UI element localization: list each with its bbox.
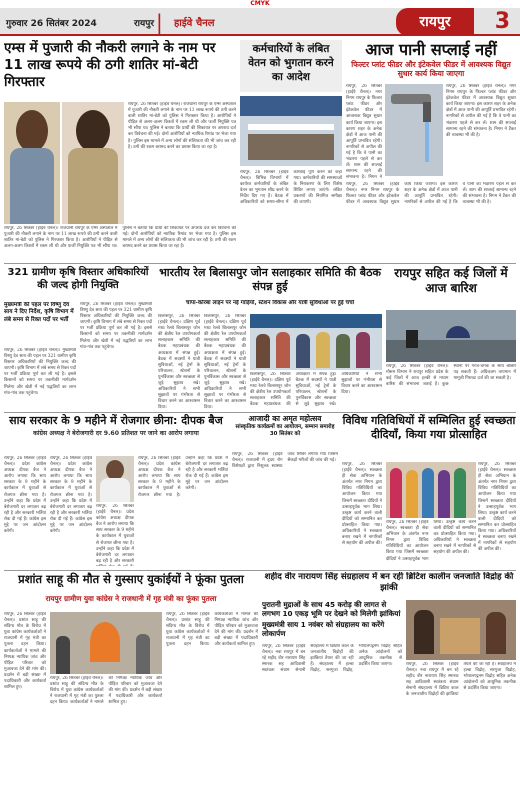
article-swachhata [342, 414, 516, 460]
article-baij-text-1: रायपुर, 26 सितंबर (हाईवे चैनल)। प्रदेश कांग्रेस अध्यक्ष दीपक बैज ने आरोप लगाया कि साय सरकार के 9 महीने के कार्यकाल में युवाओं से रोजगार छीना गया है। उन्होंने कहा कि प्रदेश में बेरोजगारी दर लगातार बढ़ रही है और सरकारी भर्तियां रोक दी गई हैं। कांग्रेस इस मुद्दे पर जन आंदोलन करेगी। [4, 456, 46, 535]
bullet-item: पुरातनी मुद्राओं के साथ 45 करोड़ की लागत से लगभग 10 एकड़ भूमि पर देखने को मिलेगी झांकियां [262, 600, 401, 618]
article-railway [158, 266, 382, 300]
article-baij-text-2: रायपुर, 26 सितंबर (हाईवे चैनल)। प्रदेश कांग्रेस अध्यक्ष दीपक बैज ने आरोप लगाया कि साय सरकार के 9 महीने के कार्यकाल में युवाओं से रोजगार छीना गया है। उन्होंने कहा कि प्रदेश में बेरोजगारी दर लगातार बढ़ रही है और सरकारी भर्तियां रोक दी गई हैं। कांग्रेस इस मुद्दे पर जन आंदोलन करेगी। [50, 456, 92, 535]
headline: रायपुर सहित कई जिलों में आज बारिश [394, 266, 508, 295]
subheadline: फिल्टर प्लांट फीडर और इंटेकवेल फीडर में आवश्यक विद्युत सुधार कार्य किया जाएगा [351, 60, 511, 79]
headline: साय सरकार के 9 महीने में रोजगार छीना: दीपक बैज [9, 414, 223, 427]
header-divider: | [156, 10, 163, 34]
photo-swachhata [386, 462, 476, 518]
header-city-tab: रायपुर [396, 8, 474, 36]
photo-museum-tableau [406, 600, 516, 660]
subheadline: रायपुर ग्रामीण युवा कांग्रेस ने राजधानी में गृह मंत्री का फूंका पुतला [45, 594, 217, 603]
headline: एम्स में पुजारी की नौकरी लगाने के नाम पर 11 लाख रूपये की ठगी शातिर मां-बेटी गिरफ्तार [4, 40, 216, 90]
headline: आजादी का अमृत महोत्सव [248, 414, 322, 423]
article-sahu-text-3: रायपुर, 26 सितंबर (हाईवे चैनल)। प्रशांत साहू की संदिग्ध मौत के विरोध में युवा कांग्रेस कार्यकर्ताओं ने राजधानी में गृह मंत्री का पुतला दहन किया। कार्यकर्ताओं ने मामले की निष्पक्ष न्यायिक जांच और पीड़ित परिवार को मुआवजा देने की मांग की। प्रदर्शन में बड़ी संख्या में पदाधिकारी और कार्यकर्ता शामिल हुए। [166, 612, 258, 648]
photo-deepak-baij [96, 456, 134, 502]
article-rain-text: रायपुर, 26 सितंबर (हाईवे चैनल)। मौसम विभाग ने रायपुर सहित प्रदेश के कई जिलों में आज हल्की से मध्यम बारिश की संभावना जताई है। कुछ स्थानों पर गरज-चमक के साथ बौछारें पड़ सकती हैं। अधिकतम तापमान में मामूली गिरावट दर्ज की जा सकती है। [386, 364, 516, 388]
article-railway-text-2: बिलासपुर, 26 सितंबर (हाईवे चैनल)। दक्षिण पूर्व मध्य रेलवे बिलासपुर जोन की क्षेत्रीय रेल उपयोगकर्ता सलाहकार समिति की बैठक महाप्रबंधक की अध्यक्षता में संपन्न हुई। बैठक में सदस्यों ने यात्री सुविधाओं, नई ट्रेनों के परिचालन, स्टेशनों के पुनर्विकास और स्वच्छता से जुड़े सुझाव रखे। अधिकारियों ने सभी सुझावों पर गंभीरता से विचार करने का आश्वासन दिया। [204, 314, 246, 410]
article-salary-text: रायपुर, 26 सितंबर (हाईवे चैनल)। विभिन्न विभागों में कार्यरत कर्मचारियों के लंबित वेतन का भुगतान शीघ्र करने के निर्देश दिए गए हैं। बैठक में अधिकारियों को समय-सीमा में कार्रवाई पूर्ण करने को कहा गया। कर्मचारियों की समस्याओं के निराकरण के लिए विशेष शिविर लगाए जाएंगे। लंबित प्रकरणों की नियमित समीक्षा की जाएगी। [240, 170, 342, 206]
photo-water-tap [385, 84, 443, 176]
article-swachhata-text-3: रायपुर, 26 सितंबर (हाईवे चैनल)। स्वच्छता ही सेवा अभियान के अंतर्गत नगर निगम द्वारा विविध गतिविधियों का आयोजन किया गया जिसमें स्वच्छता दीदियों ने उत्साहपूर्वक भाग लिया। उत्कृष्ट कार्य करने वाली दीदियों को सम्मानित कर प्रोत्साहित किया गया। अधिकारियों ने स्वच्छता बनाए रखने में नागरिकों से सहयोग की अपील की। [386, 520, 476, 562]
headline: 321 ग्रामीण कृषि विस्तार अधिकारियों की जल्द होगी नियुक्ति [7, 267, 149, 291]
article-railway-text-3: बिलासपुर, 26 सितंबर (हाईवे चैनल)। दक्षिण पूर्व मध्य रेलवे बिलासपुर जोन की क्षेत्रीय रेल उपयोगकर्ता सलाहकार समिति की बैठक महाप्रबंधक की अध्यक्षता में संपन्न हुई। बैठक में सदस्यों ने यात्री सुविधाओं, नई ट्रेनों के परिचालन, स्टेशनों के पुनर्विकास और स्वच्छता से जुड़े सुझाव रखे। अधिकारियों ने सभी सुझावों पर गंभीरता से विचार करने का आश्वासन दिया। [250, 372, 382, 408]
article-agri-sub [4, 302, 76, 346]
photo-accused-1 [4, 102, 60, 224]
cmyk-marker: CMYK [250, 0, 270, 7]
article-water-text: रायपुर, 26 सितंबर (हाईवे चैनल)। नगर निगम रायपुर के फिल्टर प्लांट फीडर और इंटेकवेल फीडर में आवश्यक विद्युत सुधार कार्य किया जाएगा। इस कारण शहर के अनेक क्षेत्रों में आज पानी की आपूर्ति प्रभावित रहेगी। नागरिकों से अपील की गई है कि वे पानी का भंडारण पहले से कर लें। शाम की सप्लाई सामान्य रहने की संभावना है। निगम ने [346, 84, 382, 180]
article-water-text-2: रायपुर, 26 सितंबर (हाईवे चैनल)। नगर निगम रायपुर के फिल्टर प्लांट फीडर और इंटेकवेल फीडर में आवश्यक विद्युत सुधार कार्य किया जाएगा। इस कारण शहर के अनेक क्षेत्रों में आज पानी की आपूर्ति प्रभावित रहेगी। नागरिकों से अपील की गई है कि वे पानी का भंडारण पहले से कर लें। शाम की सप्लाई सामान्य रहने की संभावना है। निगम ने टैंकर की व्यवस्था भी की है। [446, 84, 516, 138]
article-swachhata-text-1: रायपुर, 26 सितंबर (हाईवे चैनल)। स्वच्छता ही सेवा अभियान के अंतर्गत नगर निगम द्वारा विविध गतिविधियों का आयोजन किया गया जिसमें स्वच्छता दीदियों ने उत्साहपूर्वक भाग लिया। उत्कृष्ट कार्य करने वाली दीदियों को सम्मानित कर प्रोत्साहित किया गया। अधिकारियों ने स्वच्छता बनाए रखने में नागरिकों से सहयोग की अपील की। [342, 462, 382, 547]
article-salary [240, 40, 342, 92]
article-baij-text-4: रायपुर, 26 सितंबर (हाईवे चैनल)। प्रदेश कांग्रेस अध्यक्ष दीपक बैज ने आरोप लगाया कि साय सरकार के 9 महीने के कार्यकाल में युवाओं से रोजगार छीना गया है। उन्होंने कहा कि प्रदेश में बेरोजगारी दर लगातार बढ़ रही है और सरकारी भर्तियां रोक दी गई हैं। कांग्रेस इस मुद्दे पर जन आंदोलन करेगी। [138, 456, 228, 498]
headline: आज पानी सप्लाई नहीं [365, 40, 497, 59]
article-agri-text-2: रायपुर, 26 सितंबर (हाईवे चैनल)। मुख्यमंत्री विष्णु देव साय की पहल पर 321 ग्रामीण कृषि विस्तार अधिकारियों की नियुक्ति जल्द की जाएगी। कृषि विभाग में लंबे समय से रिक्त पदों पर भर्ती प्रक्रिया पूर्ण कर ली गई है। इससे किसानों को समय पर तकनीकी मार्गदर्शन मिलेगा और खेती में नई पद्धतियों का लाभ गांव-गांव तक पहुंचेगा। [80, 302, 152, 350]
article-museum [262, 572, 516, 598]
subheadline: चांपा-कोरबा लाइन पर नई गाड़ियों, स्टेशन विकास और यात्री सुविधाओं पर हुई चर्चा [185, 300, 355, 306]
article-agri-officers [4, 266, 152, 306]
page-number: 3 [494, 9, 510, 34]
photo-rain-street [386, 310, 516, 362]
article-museum-text-1: रायपुर, 26 सितंबर (हाईवे चैनल)। नवा रायपुर में बन रहे शहीद वीर नारायण सिंह स्मारक सह आदिवासी स्वतंत्रता संग्राम सेनानी संग्रहालय में ब्रिटिश काल के जनजातीय विद्रोहों की झांकियां तैयार की जा रही हैं। संग्रहालय में हल्बा विद्रोह, सरगुजा विद्रोह, भोपालपट्टनम विद्रोह सहित अनेक आंदोलनों को आधुनिक तकनीक से प्रदर्शित किया जाएगा। [262, 644, 402, 674]
article-agri-text-1: रायपुर, 26 सितंबर (हाईवे चैनल)। मुख्यमंत्री विष्णु देव साय की पहल पर 321 ग्रामीण कृषि विस्तार अधिकारियों की नियुक्ति जल्द की जाएगी। कृषि विभाग में लंबे समय से रिक्त पदों पर भर्ती प्रक्रिया पूर्ण कर ली गई है। इससे किसानों को समय पर तकनीकी मार्गदर्शन मिलेगा और खेती में नई पद्धतियों का लाभ गांव-गांव तक पहुंचेगा। [4, 348, 76, 396]
article-aiims-fraud [4, 40, 236, 98]
divider [4, 412, 516, 413]
headline: शहीद वीर नारायण सिंह संग्रहालय में बन रही ब्रिटिश कालीन जनजाति विद्रोह की झांकी [264, 572, 514, 593]
article-water-text-3: रायपुर, 26 सितंबर (हाईवे चैनल)। नगर निगम रायपुर के फिल्टर प्लांट फीडर और इंटेकवेल फीडर में आवश्यक विद्युत सुधार कार्य किया जाएगा। इस कारण शहर के अनेक क्षेत्रों में आज पानी की आपूर्ति प्रभावित रहेगी। नागरिकों से अपील की गई है कि वे पानी का भंडारण पहले से कर लें। शाम की सप्लाई सामान्य रहने की संभावना है। निगम ने टैंकर की व्यवस्था भी की है। [346, 182, 516, 206]
photo-effigy-protest [50, 612, 162, 674]
divider [4, 570, 516, 571]
article-sahu-sub [4, 594, 258, 610]
article-railway-text-1: बिलासपुर, 26 सितंबर (हाईवे चैनल)। दक्षिण पूर्व मध्य रेलवे बिलासपुर जोन की क्षेत्रीय रेल उपयोगकर्ता सलाहकार समिति की बैठक महाप्रबंधक की अध्यक्षता में संपन्न हुई। बैठक में सदस्यों ने यात्री सुविधाओं, नई ट्रेनों के परिचालन, स्टेशनों के पुनर्विकास और स्वच्छता से जुड़े सुझाव रखे। अधिकारियों ने सभी सुझावों पर गंभीरता से विचार करने का आश्वासन दिया। [158, 314, 200, 410]
header-date: गुरुवार 26 सितंबर 2024 [6, 19, 97, 29]
photo-railway-meeting [250, 314, 382, 370]
article-baij [4, 414, 228, 454]
article-amrit [232, 414, 338, 450]
article-swachhata-text-2: रायपुर, 26 सितंबर (हाईवे चैनल)। स्वच्छता ही सेवा अभियान के अंतर्गत नगर निगम द्वारा विविध गतिविधियों का आयोजन किया गया जिसमें स्वच्छता दीदियों ने उत्साहपूर्वक भाग लिया। उत्कृष्ट कार्य करने वाली दीदियों को सम्मानित कर प्रोत्साहित किया गया। अधिकारियों ने स्वच्छता बनाए रखने में नागरिकों से सहयोग की अपील की। [478, 462, 516, 553]
subheadline: सांस्कृतिक कार्यक्रमों का आयोजन, सम्मान समारोह 30 सितंबर को [235, 424, 335, 437]
photo-accused-2 [62, 102, 124, 224]
subheadline: मुख्यमंत्री की पहल पर विष्णु देव साय ने दिए निर्देश, कृषि विभाग में लंबे समय से रिक्त पदों पर भर्ती [4, 302, 74, 323]
article-museum-bullets [262, 600, 402, 640]
subheadline: कांग्रेस अध्यक्ष ने बेरोजगारी दर 9.60 प्रतिशत पर जाने का आरोप लगाया [33, 430, 199, 437]
article-rain [386, 266, 516, 308]
header-brand: हाईवे चैनल [174, 18, 215, 29]
article-aiims-text-right: रायपुर, 26 सितंबर (हाईवे चैनल)। राजधानी रायपुर के एम्स अस्पताल में पुजारी की नौकरी लगाने के नाम पर 11 लाख रूपये की ठगी करने वाली शातिर मां-बेटी को पुलिस ने गिरफ्तार किया है। आरोपियों ने पीड़ित से अलग-अलग किश्तों में रकम ली थी और फर्जी नियुक्ति पत्र भी सौंपा था। पुलिस ने बताया कि प्रार्थी की शिकायत पर अपराध दर्ज कर विवेचना की गई। दोनों आरोपियों को न्यायिक रिमांड पर भेजा गया है। पुलिस इस मामले में अन्य लोगों की संलिप्तता की भी जांच कर रही है। ठगी की रकम बरामद करने का प्रयास किया जा रहा है। [128, 102, 236, 150]
article-baij-text-3: रायपुर, 26 सितंबर (हाईवे चैनल)। प्रदेश कांग्रेस अध्यक्ष दीपक बैज ने आरोप लगाया कि साय सरकार के 9 महीने के कार्यकाल में युवाओं से रोजगार छीना गया है। उन्होंने कहा कि प्रदेश में बेरोजगारी दर लगातार बढ़ रही है और सरकारी [96, 504, 134, 564]
article-water-supply [346, 40, 516, 80]
article-sahu-text-2: रायपुर, 26 सितंबर (हाईवे चैनल)। प्रशांत साहू की संदिग्ध मौत के विरोध में युवा कांग्रेस कार्यकर्ताओं ने राजधानी में गृह मंत्री का पुतला दहन किया। कार्यकर्ताओं ने मामले की निष्पक्ष न्यायिक जांच और पीड़ित परिवार को मुआवजा देने की मांग की। प्रदर्शन में बड़ी संख्या में पदाधिकारी और कार्यकर्ता शामिल हुए। [50, 676, 162, 706]
article-aiims-text-bottom: रायपुर, 26 सितंबर (हाईवे चैनल)। राजधानी रायपुर के एम्स अस्पताल में पुजारी की नौकरी लगाने के नाम पर 11 लाख रूपये की ठगी करने वाली शातिर मां-बेटी को पुलिस ने गिरफ्तार किया है। आरोपियों ने पीड़ित से अलग-अलग किश्तों में रकम ली थी और फर्जी नियुक्ति पत्र भी सौंपा था। पुलिस ने बताया कि प्रार्थी की शिकायत पर अपराध दर्ज कर विवेचना की गई। दोनों आरोपियों को न्यायिक रिमांड पर भेजा गया है। पुलिस इस मामले में अन्य लोगों की संलिप्तता की भी जांच कर रही है। ठगी की रकम बरामद करने का प्रयास किया जा रहा है। [4, 226, 236, 250]
headline: विविध गतिविधियों में सम्मिलित हुई स्वच्छता दीदियाँ, किया गया प्रोत्साहित [342, 414, 516, 441]
article-amrit-text: रायपुर, 26 सितंबर (हाईवे चैनल)। राजधानी में हृदय रोग विशेषज्ञों द्वारा निशुल्क स्वास्थ्य जांच शिविर लगाया गया जिसमें सैकड़ों मरीजों की जांच की गई। [232, 452, 338, 470]
photo-meeting-hall [240, 96, 342, 166]
divider [4, 263, 516, 264]
headline: भारतीय रेल बिलासपुर जोन सलाहकार समिति की बैठक संपन्न हुई [159, 266, 381, 293]
article-museum-text-2: रायपुर, 26 सितंबर (हाईवे चैनल)। नवा रायपुर में बन रहे शहीद वीर नारायण सिंह स्मारक सह आदिवासी स्वतंत्रता संग्राम सेनानी संग्रहालय में ब्रिटिश काल के जनजातीय विद्रोहों की झांकियां तैयार की जा रही हैं। संग्रहालय में हल्बा विद्रोह, सरगुजा विद्रोह, भोपालपट्टनम विद्रोह सहित अनेक आंदोलनों को आधुनिक तकनीक से प्रदर्शित किया जाएगा। [406, 662, 516, 698]
headline: कर्मचारियों के लंबित वेतन को भुगतान करने का आदेश [248, 43, 334, 83]
article-railway-sub [158, 300, 382, 312]
bullet-item: मुख्यमंत्री साय 1 नवंबर को संग्रहालय का करेंगे लोकार्पण [262, 620, 385, 638]
page-header [0, 8, 520, 36]
article-sahu-text-1: रायपुर, 26 सितंबर (हाईवे चैनल)। प्रशांत साहू की संदिग्ध मौत के विरोध में युवा कांग्रेस कार्यकर्ताओं ने राजधानी में गृह मंत्री का पुतला दहन किया। कार्यकर्ताओं ने मामले की निष्पक्ष न्यायिक जांच और पीड़ित परिवार को मुआवजा देने की मांग की। प्रदर्शन में बड़ी संख्या में पदाधिकारी और कार्यकर्ता शामिल हुए। [4, 612, 46, 691]
header-section: रायपुर [134, 19, 155, 29]
headline: प्रशांत साहू की मौत से गुस्साए युकांईयों ने फूंका पुतला [18, 572, 244, 586]
